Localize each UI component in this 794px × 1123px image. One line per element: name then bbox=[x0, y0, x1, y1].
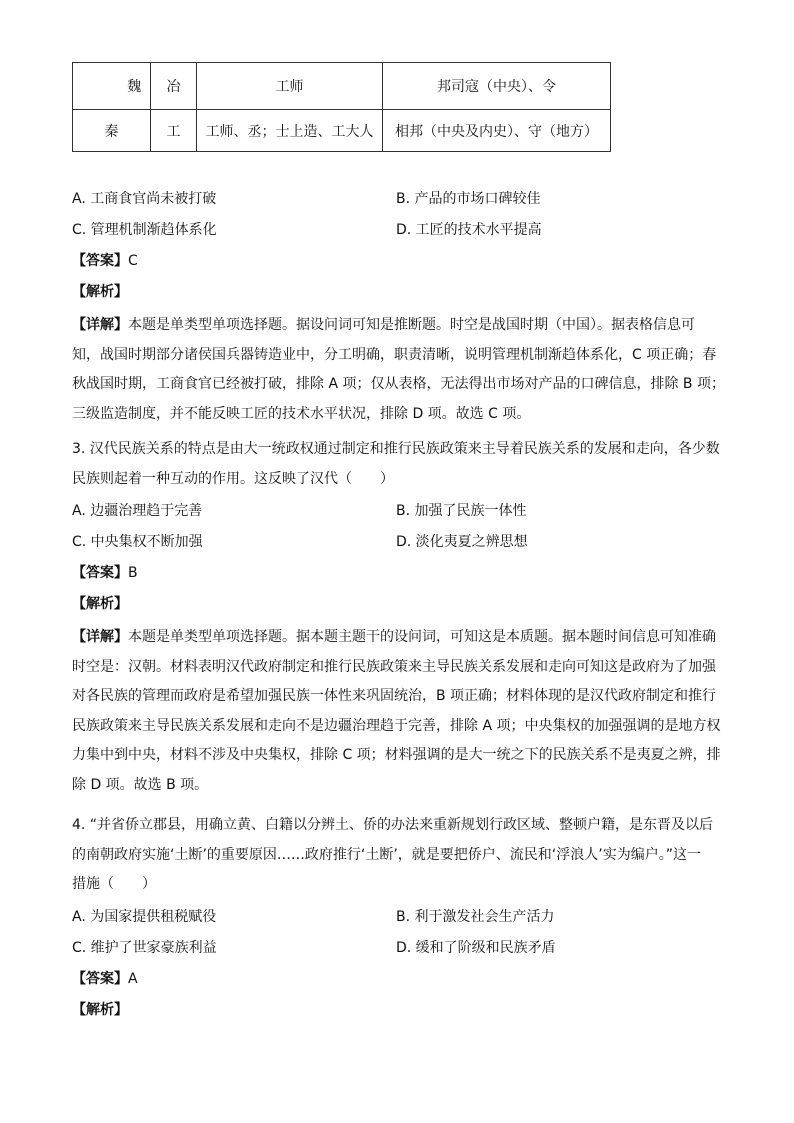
detail-line: 时空是：汉朝。材料表明汉代政府制定和推行民族政策来主导民族关系发展和走向可知这是政府为了加强 bbox=[72, 658, 716, 675]
table-cell: 邦司寇（中央）、令 bbox=[383, 63, 611, 110]
detail-tag: 【详解】 bbox=[72, 629, 128, 645]
option-c: C. 维护了世家豪族利益 bbox=[72, 940, 217, 956]
option-c: C. 管理机制渐趋体系化 bbox=[72, 222, 217, 238]
option-c: C. 中央集权不断加强 bbox=[72, 534, 203, 550]
detail-line: 秋战国时期，工商食官已经被打破，排除 A 项；仅从表格，无法得出市场对产品的口碑信息，排除 B 项； bbox=[72, 376, 725, 392]
option-d: D. 淡化夷夏之辨思想 bbox=[396, 534, 528, 550]
table-cell bbox=[73, 63, 119, 110]
answer-tag: 【答案】 bbox=[72, 971, 128, 987]
option-a: A. 边疆治理趋于完善 bbox=[72, 503, 203, 519]
table-cell: 秦 bbox=[73, 110, 151, 152]
analysis-tag: 【解析】 bbox=[72, 1002, 128, 1018]
detail-line: 力集中到中央，材料不涉及中央集权，排除 C 项；材料强调的是大一统之下的民族关系不是夷夏之辨，排 bbox=[72, 747, 721, 763]
answer-value: C bbox=[128, 253, 138, 269]
option-row bbox=[72, 937, 712, 959]
detail-line: 三级监造制度，并不能反映工匠的技术水平状况，排除 D 项。故选 C 项。 bbox=[72, 405, 531, 422]
option-a: A. 工商食官尚未被打破 bbox=[72, 191, 217, 207]
detail-line: 【详解】本题是单类型单项选择题。据本题主题干的设问词，可知这是本质题。据本题时间信息可知准确 bbox=[72, 629, 716, 645]
table-row bbox=[73, 110, 611, 152]
analysis-tag: 【解析】 bbox=[72, 596, 128, 612]
answer-value: B bbox=[128, 565, 138, 581]
detail-tag: 【详解】 bbox=[72, 317, 128, 333]
detail-line: 民族政策来主导民族关系发展和走向不是边疆治理趋于完善，排除 A 项；中央集权的加强强调的是地方权 bbox=[72, 717, 721, 734]
answer-tag: 【答案】 bbox=[72, 253, 128, 269]
table-cell: 魏 bbox=[119, 63, 151, 110]
option-row bbox=[72, 531, 712, 553]
table-cell: 工师 bbox=[197, 63, 383, 110]
table-cell: 相邦（中央及内史）、守（地方） bbox=[383, 110, 611, 152]
table-cell: 工师、丞；士上造、工大人 bbox=[197, 110, 383, 152]
answer-line bbox=[72, 968, 138, 990]
detail-line: 【详解】本题是单类型单项选择题。据设问词可知是推断题。时空是战国时期（中国）。据表格信息可 bbox=[72, 317, 695, 333]
answer-line bbox=[72, 250, 138, 272]
answer-value: A bbox=[128, 971, 138, 987]
table-cell: 冶 bbox=[151, 63, 197, 110]
option-row bbox=[72, 219, 712, 241]
detail-paragraph bbox=[72, 623, 722, 800]
stem-line: 的南朝政府实施‘土断’的重要原因……政府推行‘土断’，就是要把侨户、流民和‘浮浪人’实为编户。”这一 bbox=[72, 846, 701, 863]
detail-line: 知，战国时期部分诸侯国兵器铸造业中，分工明确，职责清晰，说明管理机制渐趋体系化，C 项正确；春 bbox=[72, 346, 717, 363]
detail-line: 除 D 项。故选 B 项。 bbox=[72, 776, 209, 793]
option-b: B. 产品的市场口碑较佳 bbox=[396, 191, 541, 207]
question-stem bbox=[72, 435, 722, 494]
option-b: B. 利于激发社会生产活力 bbox=[396, 909, 555, 925]
stem-line: 4. “并省侨立郡县，用确立黄、白籍以分辨土、侨的办法来重新规划行政区域、整顿户籍，是东晋及以后 bbox=[72, 817, 714, 833]
answer-tag: 【答案】 bbox=[72, 565, 128, 581]
option-b: B. 加强了民族一体性 bbox=[396, 503, 527, 519]
option-d: D. 缓和了阶级和民族矛盾 bbox=[396, 940, 556, 956]
stem-line: 民族则起着一种互动的作用。这反映了汉代（ ） bbox=[72, 470, 394, 487]
option-row bbox=[72, 500, 712, 522]
weapon-supervision-table bbox=[72, 62, 611, 152]
analysis-tag: 【解析】 bbox=[72, 284, 128, 300]
stem-line: 3. 汉代民族关系的特点是由大一统政权通过制定和推行民族政策来主导着民族关系的发展和走向，各少数 bbox=[72, 441, 720, 457]
stem-line: 措施（ ） bbox=[72, 876, 156, 892]
detail-line: 对各民族的管理而政府是希望加强民族一体性来巩固统治，B 项正确；材料体现的是汉代政府制定和推行 bbox=[72, 688, 717, 704]
question-stem bbox=[72, 811, 722, 900]
detail-paragraph bbox=[72, 311, 725, 429]
table-cell: 工 bbox=[151, 110, 197, 152]
option-a: A. 为国家提供租税赋役 bbox=[72, 909, 217, 925]
table-row bbox=[73, 63, 611, 110]
answer-line bbox=[72, 562, 138, 584]
option-row bbox=[72, 906, 712, 928]
option-d: D. 工匠的技术水平提高 bbox=[396, 222, 542, 238]
option-row bbox=[72, 188, 712, 210]
